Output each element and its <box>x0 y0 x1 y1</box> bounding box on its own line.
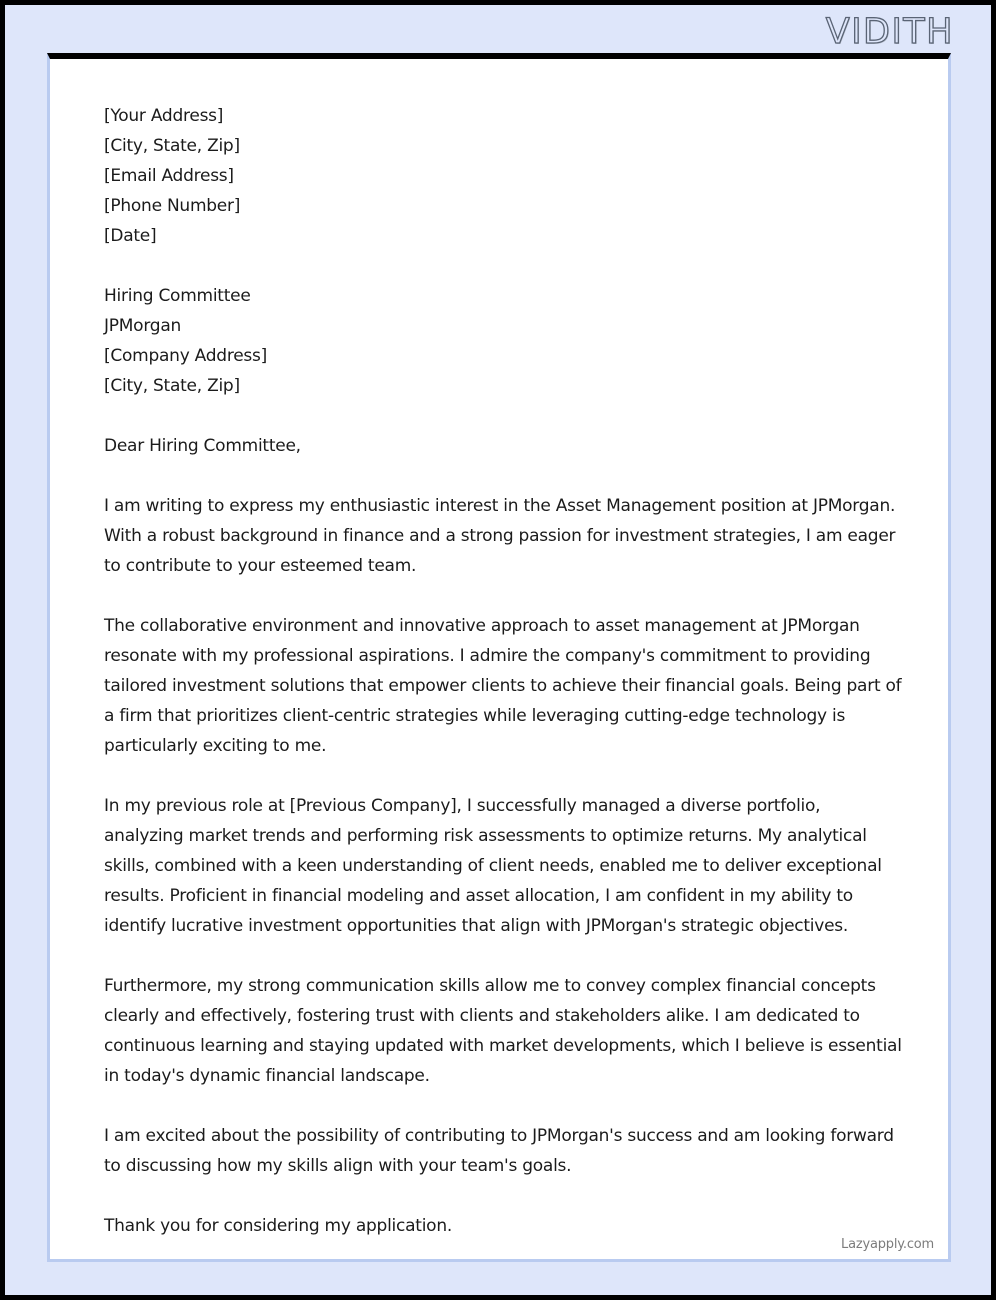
body-paragraph-3: In my previous role at [Previous Company], I successfully managed a diverse portfolio, analyzing market trends and performing risk assessments to optimize returns. My analytical skills, combined with a keen understanding of client needs, enabled me to deliver exceptional results. Proficient in financial modeling and asset allocation, I am confident in my ability to identify lucrative investment opportunities that align with JPMorgan's strategic objectives. <box>104 796 882 936</box>
salutation: Dear Hiring Committee, <box>104 436 301 456</box>
watermark-label: Lazyapply.com <box>841 1237 934 1252</box>
recipient-company-line: JPMorgan <box>104 316 182 336</box>
recipient-address-block <box>104 281 904 401</box>
brand-logo: VIDITH <box>825 12 954 52</box>
letter-page <box>47 53 951 1262</box>
letter-body <box>104 101 904 1241</box>
sender-phone-line: [Phone Number] <box>104 196 241 216</box>
sender-city-line: [City, State, Zip] <box>104 136 240 156</box>
body-paragraph-2: The collaborative environment and innovative approach to asset management at JPMorgan resonate with my professional aspirations. I admire the company's commitment to providing tailored investment solutions that empower clients to achieve their financial goals. Being part of a firm that prioritizes client-centric strategies while leveraging cutting-edge technology is particularly exciting to me. <box>104 616 902 756</box>
recipient-name-line: Hiring Committee <box>104 286 251 306</box>
salutation-block <box>104 431 904 461</box>
body-paragraph-1: I am writing to express my enthusiastic interest in the Asset Management position at JPMorgan. With a robust background in finance and a strong passion for investment strategies, I am eager to contribute to your esteemed team. <box>104 496 896 576</box>
body-paragraph-4: Furthermore, my strong communication skills allow me to convey complex financial concepts clearly and effectively, fostering trust with clients and stakeholders alike. I am dedicated to continuous learning and staying updated with market developments, which I believe is essential in today's dynamic financial landscape. <box>104 976 902 1086</box>
sender-email-line: [Email Address] <box>104 166 234 186</box>
body-paragraph-5: I am excited about the possibility of contributing to JPMorgan's success and am looking forward to discussing how my skills align with your team's goals. <box>104 1126 894 1176</box>
sender-address-line: [Your Address] <box>104 106 224 126</box>
recipient-city-line: [City, State, Zip] <box>104 376 240 396</box>
closing-thanks-line: Thank you for considering my application. <box>104 1216 453 1236</box>
document-header <box>5 5 991 53</box>
document-canvas <box>5 5 991 1295</box>
sender-date-line: [Date] <box>104 226 157 246</box>
sender-address-block <box>104 101 904 251</box>
recipient-address-line: [Company Address] <box>104 346 267 366</box>
